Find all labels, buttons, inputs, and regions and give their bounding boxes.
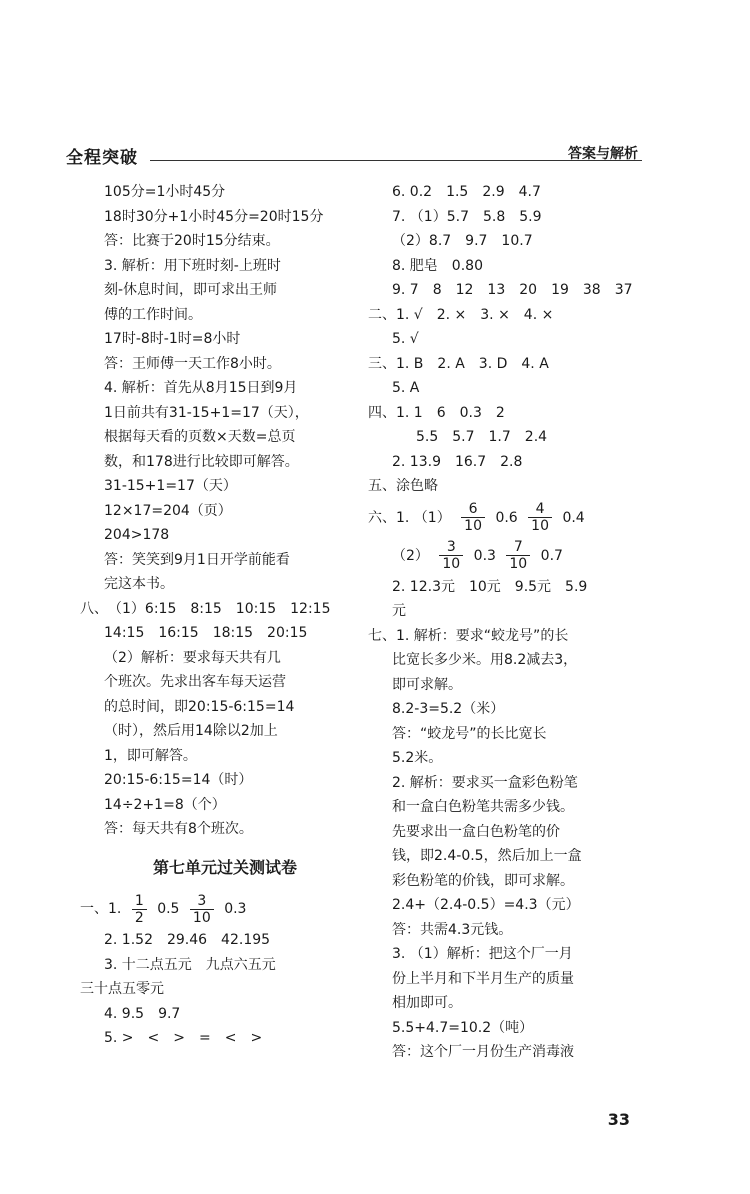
- section-label: 一、1.: [80, 901, 122, 917]
- numerator: 3: [190, 893, 214, 910]
- text-line: 12×17=204（页）: [104, 502, 232, 519]
- value: 0.3: [473, 547, 496, 564]
- numerator: 4: [528, 501, 552, 518]
- header-rule: [150, 160, 642, 161]
- section-five: [368, 474, 658, 499]
- text-line: 5. > < > = < >: [104, 1030, 263, 1046]
- section-six: [368, 499, 658, 537]
- text-line: 完这本书。: [104, 576, 174, 592]
- left-column: [80, 180, 370, 1051]
- text-line: 答：王师傅一天工作8小时。: [104, 355, 281, 372]
- text-line: 答：笑笑到9月1日开学前能看: [104, 551, 290, 568]
- text-line: 答：“蛟龙号”的长比宽长: [392, 725, 547, 742]
- numerator: 3: [439, 539, 463, 556]
- text-line: 1日前共有31-15+1=17（天），: [104, 404, 309, 421]
- text-line: 即可求解。: [392, 676, 462, 693]
- text-line: 比宽长多少米。用8.2减去3，: [392, 652, 578, 668]
- header-brand: 全程突破: [66, 148, 138, 168]
- text-line: 1，即可解答。: [104, 747, 197, 764]
- text-line: 4. 解析：首先从8月15日到9月: [104, 380, 298, 396]
- text-line: 彩色粉笔的价钱，即可求解。: [392, 872, 574, 889]
- text-line: 5.5+4.7=10.2（吨）: [392, 1019, 534, 1036]
- text-line: 答：这个厂一月份生产消毒液: [392, 1044, 574, 1060]
- text-line: 5.5 5.7 1.7 2.4: [416, 429, 548, 445]
- value: 0.4: [562, 509, 585, 526]
- text-line: 答：共需4.3元钱。: [392, 921, 513, 938]
- text-line: 8. 肥皂 0.80: [392, 257, 483, 274]
- right-column: [368, 180, 658, 1065]
- text-line: 刻-休息时间，即可求出王师: [104, 282, 278, 298]
- section-label: 二、: [368, 306, 396, 323]
- text-line: 18时30分+1小时45分=20时15分: [104, 208, 324, 225]
- text-line: 6. 0.2 1.5 2.9 4.7: [392, 184, 541, 200]
- section-three: [368, 352, 658, 377]
- text-line: 3. 解析：用下班时刻-上班时: [104, 257, 281, 274]
- text-line: 1. B 2. A 3. D 4. A: [396, 355, 549, 372]
- text-line: 2. 解析：要求买一盒彩色粉笔: [392, 774, 578, 791]
- text-line: 105分=1小时45分: [104, 184, 226, 200]
- header-section: 答案与解析: [568, 146, 638, 162]
- text-line: 的总时间，即20:15-6:15=14: [104, 698, 295, 715]
- text-line: 20:15-6:15=14（时）: [104, 772, 253, 788]
- text-line: 8.2-3=5.2（米）: [392, 701, 505, 717]
- text-line: 4. 9.5 9.7: [104, 1005, 181, 1022]
- text-line: 5.2米。: [392, 750, 443, 766]
- value: 0.6: [495, 509, 518, 526]
- text-line: 元: [392, 603, 406, 619]
- text-line: 2. 12.3元 10元 9.5元 5.9: [392, 578, 588, 595]
- text-line: 三十点五零元: [80, 981, 164, 997]
- text-line: （2）: [392, 547, 429, 564]
- denominator: 10: [509, 556, 528, 572]
- section-label: 三、: [368, 355, 396, 372]
- text-line: （1）6:15 8:15 10:15 12:15: [108, 600, 331, 617]
- text-line: 5. A: [392, 380, 420, 396]
- text-line: 1. √ 2. × 3. × 4. ×: [396, 306, 554, 323]
- text-line: 傅的工作时间。: [104, 306, 202, 323]
- section-label: 八、: [80, 600, 108, 617]
- text-line: 17时-8时-1时=8小时: [104, 331, 241, 347]
- text-line: 相加即可。: [392, 995, 462, 1011]
- denominator: 10: [192, 909, 211, 926]
- text-line: 1. 1 6 0.3 2: [396, 404, 505, 421]
- fraction: [506, 539, 530, 572]
- denominator: 2: [134, 909, 144, 926]
- text-line: 2. 13.9 16.7 2.8: [392, 453, 523, 470]
- text-line: 2. 1.52 29.46 42.195: [104, 932, 271, 948]
- fraction: [439, 539, 463, 572]
- numerator: 7: [506, 539, 530, 556]
- section-label: 六、: [368, 509, 396, 526]
- numerator: 6: [461, 501, 485, 518]
- page-number: 33: [607, 1110, 630, 1129]
- text-line: （2）解析：要求每天共有几: [104, 649, 281, 666]
- unit-q1: [80, 890, 370, 928]
- text-line: 答：每天共有8个班次。: [104, 821, 253, 837]
- fraction-line: [368, 537, 658, 575]
- text-line: 3. 十二点五元 九点六五元: [104, 956, 276, 973]
- text-line: 5. √: [392, 331, 419, 347]
- text-line: 14:15 16:15 18:15 20:15: [104, 625, 308, 641]
- text-line: 根据每天看的页数×天数=总页: [104, 429, 296, 445]
- text-line: （2）8.7 9.7 10.7: [392, 233, 533, 249]
- section-label: 五、: [368, 478, 396, 494]
- text-line: 涂色略: [396, 478, 438, 494]
- text-line: 9. 7 8 12 13 20 19 38 37: [392, 282, 633, 298]
- text-line: （时），然后用14除以2加上: [104, 723, 278, 739]
- section-eight: [80, 597, 370, 622]
- numerator: 1: [132, 893, 147, 910]
- value: 0.5: [157, 901, 180, 917]
- text-line: 7. （1）5.7 5.8 5.9: [392, 208, 542, 225]
- section-label: 四、: [368, 404, 396, 421]
- value: 0.7: [540, 547, 563, 564]
- text-line: 个班次。先求出客车每天运营: [104, 674, 286, 690]
- value: 0.3: [224, 901, 247, 917]
- section-label: 七、: [368, 627, 396, 644]
- denominator: 10: [464, 518, 482, 534]
- text-line: 先要求出一盒白色粉笔的价: [392, 823, 560, 840]
- section-seven: [368, 624, 658, 649]
- text-line: 和一盒白色粉笔共需多少钱。: [392, 799, 574, 815]
- text-line: 2.4+（2.4-0.5）=4.3（元）: [392, 897, 580, 913]
- section-four: [368, 401, 658, 426]
- text-line: 3. （1）解析：把这个厂一月: [392, 946, 573, 962]
- text-line: 204>178: [104, 527, 170, 543]
- fraction: [461, 501, 485, 534]
- text-line: 数，和178进行比较即可解答。: [104, 453, 299, 470]
- fraction: [190, 893, 214, 926]
- fraction: [528, 501, 552, 534]
- text-line: 31-15+1=17（天）: [104, 478, 237, 494]
- fraction: [132, 893, 147, 926]
- text-line: 14÷2+1=8（个）: [104, 796, 226, 813]
- denominator: 10: [531, 518, 549, 534]
- text-line: 答：比赛于20时15分结束。: [104, 233, 280, 249]
- text-line: 1. （1）: [396, 509, 451, 526]
- denominator: 10: [442, 556, 461, 572]
- text-line: 1. 解析：要求“蛟龙号”的长: [396, 627, 569, 644]
- text-line: 份上半月和下半月生产的质量: [392, 970, 574, 987]
- unit-title: 第七单元过关测试卷: [152, 857, 297, 877]
- section-two: [368, 303, 658, 328]
- text-line: 钱，即2.4-0.5，然后加上一盒: [392, 848, 582, 864]
